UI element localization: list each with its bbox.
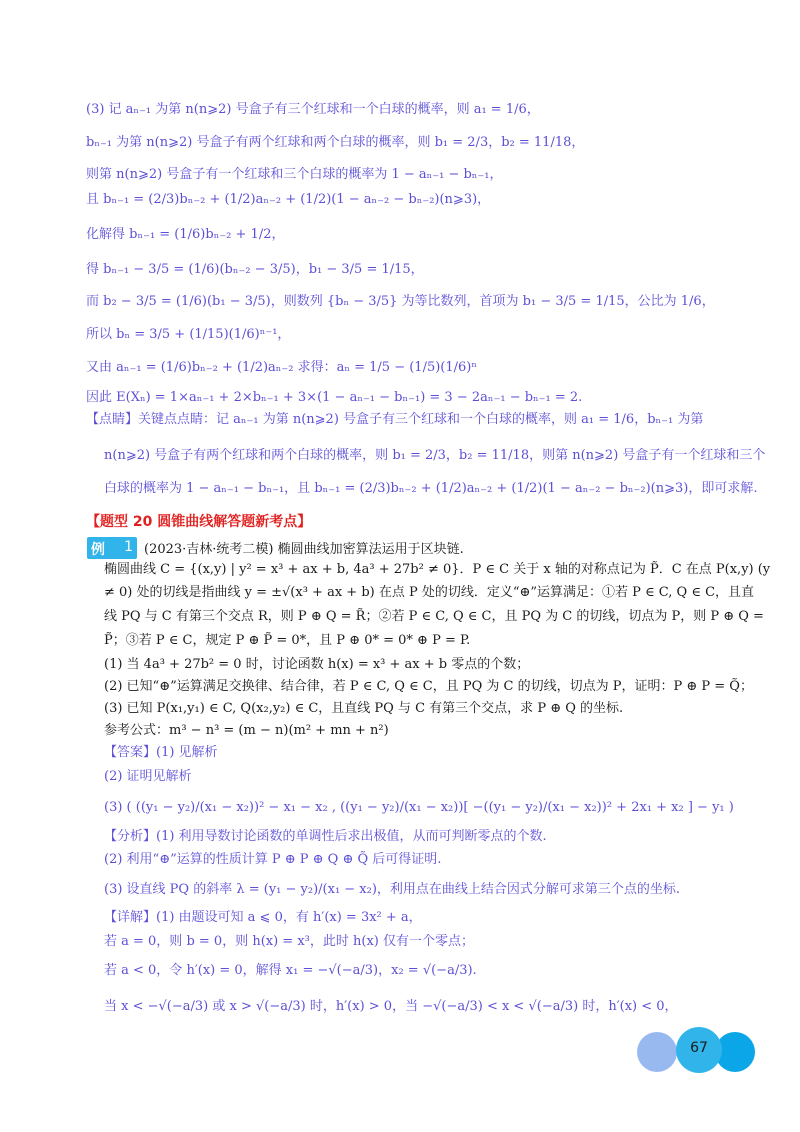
detail-line: 若 a < 0，令 h′(x) = 0，解得 x₁ = −√(−a/3)，x₂ = √(−a/3). bbox=[104, 963, 477, 978]
analysis-line: (3) 设直线 PQ 的斜率 λ = (y₁ − y₂)/(x₁ − x₂)，利用点在曲线上结合因式分解可求第三个点的坐标. bbox=[104, 882, 681, 897]
problem-line: (2) 已知“⊕”运算满足交换律、结合律，若 P ∈ C, Q ∈ C，且 PQ 为 C 的切线，切点为 P，证明：P ⊕ P = Q̃； bbox=[104, 679, 753, 694]
problem-line: P̃；③若 P ∈ C，规定 P ⊕ P̃ = 0*，且 P ⊕ 0* = 0* ⊕ P = P. bbox=[104, 633, 471, 648]
problem-line: 椭圆曲线 C = {(x,y) | y² = x³ + ax + b, 4a³ + 27b² ≠ 0}．P ∈ C 关于 x 轴的对称点记为 P̃．C 在点 P(x,y) (y bbox=[104, 562, 771, 577]
solution-line: 又由 aₙ₋₁ = (1/6)bₙ₋₂ + (1/2)aₙ₋₂ 求得：aₙ = 1/5 − (1/5)(1/6)ⁿ bbox=[86, 360, 477, 375]
example-badge bbox=[87, 537, 137, 559]
example-badge-number: 1 bbox=[124, 539, 133, 555]
solution-line: 而 b₂ − 3/5 = (1/6)(b₁ − 3/5)，则数列 {bₙ − 3/5} 为等比数列，首项为 b₁ − 3/5 = 1/15，公比为 1/6， bbox=[86, 294, 715, 309]
key-point-line: n(n⩾2) 号盒子有两个红球和两个白球的概率，则 b₁ = 2/3，b₂ = 11/18，则第 n(n⩾2) 号盒子有一个红球和三个 bbox=[104, 448, 766, 463]
detail-line: 【详解】(1) 由题设可知 a ⩽ 0，有 h′(x) = 3x² + a， bbox=[104, 910, 422, 925]
example-heading: (2023·吉林·统考二模) 椭圆曲线加密算法运用于区块链. bbox=[144, 542, 464, 557]
key-point-line: 【点睛】关键点点睛：记 aₙ₋₁ 为第 n(n⩾2) 号盒子有三个红球和一个白球的概率，则 a₁ = 1/6，bₙ₋₁ 为第 bbox=[86, 412, 704, 427]
page-circle-decoration bbox=[637, 1032, 677, 1072]
problem-line: 参考公式：m³ − n³ = (m − n)(m² + mn + n²) bbox=[104, 723, 389, 738]
solution-line: 因此 E(Xₙ) = 1×aₙ₋₁ + 2×bₙ₋₁ + 3×(1 − aₙ₋₁ − bₙ₋₁) = 3 − 2aₙ₋₁ − bₙ₋₁ = 2. bbox=[86, 390, 583, 405]
detail-line: 若 a = 0，则 b = 0，则 h(x) = x³，此时 h(x) 仅有一个零点； bbox=[104, 934, 474, 949]
solution-line: 化解得 bₙ₋₁ = (1/6)bₙ₋₂ + 1/2， bbox=[86, 227, 285, 242]
example-badge-label: 例 bbox=[91, 542, 105, 558]
analysis-line: 【分析】(1) 利用导数讨论函数的单调性后求出极值，从而可判断零点的个数. bbox=[104, 829, 547, 844]
solution-line: 得 bₙ₋₁ − 3/5 = (1/6)(bₙ₋₂ − 3/5)，b₁ − 3/5 = 1/15， bbox=[86, 262, 424, 277]
answer-line: (3) ( ((y₁ − y₂)/(x₁ − x₂))² − x₁ − x₂ , ((y₁ − y₂)/(x₁ − x₂))[ −((y₁ − y₂)/(x₁ − x₂))² + 2x₁ + x₂ ] − y₁ ) bbox=[104, 800, 734, 815]
answer-line: 【答案】(1) 见解析 bbox=[104, 745, 218, 760]
solution-line: (3) 记 aₙ₋₁ 为第 n(n⩾2) 号盒子有三个红球和一个白球的概率，则 a₁ = 1/6， bbox=[86, 102, 540, 117]
detail-line: 当 x < −√(−a/3) 或 x > √(−a/3) 时，h′(x) > 0，当 −√(−a/3) < x < √(−a/3) 时，h′(x) < 0， bbox=[104, 999, 678, 1014]
analysis-line: (2) 利用“⊕”运算的性质计算 P ⊕ P ⊕ Q ⊕ Q̃ 后可得证明. bbox=[104, 852, 442, 867]
page-number: 67 bbox=[690, 1040, 708, 1056]
problem-line: (1) 当 4a³ + 27b² = 0 时，讨论函数 h(x) = x³ + ax + b 零点的个数； bbox=[104, 657, 530, 672]
section-title: 【题型 20 圆锥曲线解答题新考点】 bbox=[86, 514, 312, 530]
solution-line: 且 bₙ₋₁ = (2/3)bₙ₋₂ + (1/2)aₙ₋₂ + (1/2)(1 − aₙ₋₂ − bₙ₋₂)(n⩾3)， bbox=[86, 192, 491, 207]
solution-line: bₙ₋₁ 为第 n(n⩾2) 号盒子有两个红球和两个白球的概率，则 b₁ = 2/3，b₂ = 11/18， bbox=[86, 135, 585, 150]
solution-line: 则第 n(n⩾2) 号盒子有一个红球和三个白球的概率为 1 − aₙ₋₁ − bₙ₋₁， bbox=[86, 167, 503, 182]
answer-line: (2) 证明见解析 bbox=[104, 769, 192, 784]
key-point-line: 白球的概率为 1 − aₙ₋₁ − bₙ₋₁，且 bₙ₋₁ = (2/3)bₙ₋₂ + (1/2)aₙ₋₂ + (1/2)(1 − aₙ₋₂ − bₙ₋₂)(n⩾3)，即可求解. bbox=[104, 481, 758, 496]
solution-line: 所以 bₙ = 3/5 + (1/15)(1/6)ⁿ⁻¹， bbox=[86, 327, 291, 342]
problem-line: 线 PQ 与 C 有第三个交点 R，则 P ⊕ Q = R̃；②若 P ∈ C, Q ∈ C，且 PQ 为 C 的切线，切点为 P，则 P ⊕ Q = bbox=[104, 609, 764, 624]
problem-line: ≠ 0) 处的切线是指曲线 y = ±√(x³ + ax + b) 在点 P 处的切线．定义“⊕”运算满足：①若 P ∈ C, Q ∈ C，且直 bbox=[104, 585, 755, 600]
problem-line: (3) 已知 P(x₁,y₁) ∈ C, Q(x₂,y₂) ∈ C，且直线 PQ 与 C 有第三个交点，求 P ⊕ Q 的坐标. bbox=[104, 701, 624, 716]
